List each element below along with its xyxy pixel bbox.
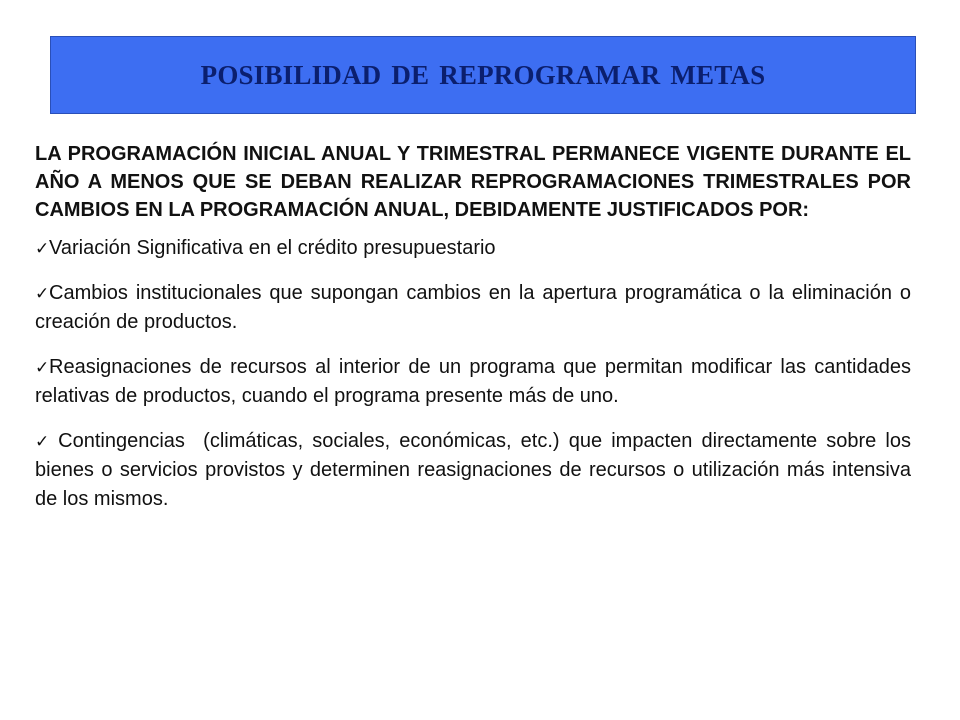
title-banner xyxy=(50,36,916,114)
bullet-text: Variación Significativa en el crédito presupuestario xyxy=(49,237,496,259)
bullet-item-resource-reallocation xyxy=(35,353,911,411)
checkmark-icon: ✓ xyxy=(35,358,50,377)
checkmark-icon: ✓ xyxy=(35,432,50,451)
bullet-text: Cambios institucionales que supongan cambios en la apertura programática o la eliminación o creación de productos. xyxy=(35,282,911,333)
checkmark-icon: ✓ xyxy=(35,284,50,303)
bullet-text: Contingencias (climáticas, sociales, económicas, etc.) que impacten directamente sobre los bienes o servicios provistos y determinen reasignaciones de recursos o utilización más intensiva de los mismos. xyxy=(35,430,917,510)
checkmark-icon: ✓ xyxy=(35,239,50,258)
page-title: POSIBILIDAD DE REPROGRAMAR METAS xyxy=(200,59,766,90)
bullet-text: Reasignaciones de recursos al interior de un programa que permitan modificar las cantidades relativas de productos, cuando el programa presente más de uno. xyxy=(35,356,911,407)
slide-content xyxy=(35,140,917,530)
bullet-item-institutional-changes xyxy=(35,279,911,337)
bullet-item-credit-variation xyxy=(35,234,911,263)
bullet-item-contingencies xyxy=(35,427,917,514)
intro-paragraph: LA PROGRAMACIÓN INICIAL ANUAL Y TRIMESTRAL PERMANECE VIGENTE DURANTE EL AÑO A MENOS QUE SE DEBAN REALIZAR REPROGRAMACIONES TRIMESTRALES POR CAMBIOS EN LA PROGRAMACIÓN ANUAL, DEBIDAMENTE JUSTIFICADOS POR: xyxy=(35,143,911,221)
